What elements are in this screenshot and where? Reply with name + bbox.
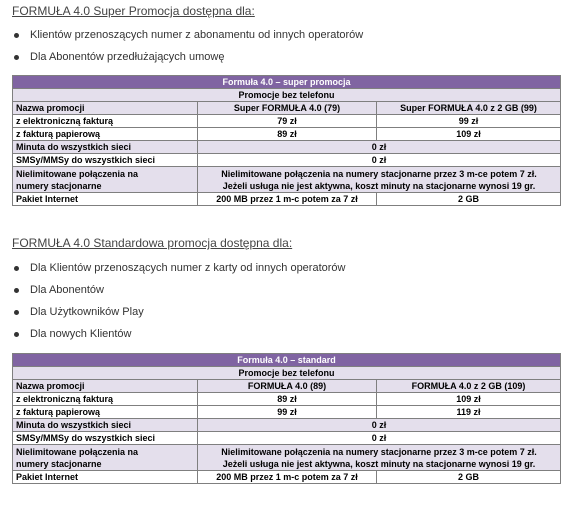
bullet-icon	[14, 55, 19, 60]
row-label: z fakturą papierową	[13, 128, 198, 141]
section1-heading: FORMUŁA 4.0 Super Promocja dostępna dla:	[12, 4, 255, 18]
bullet-icon	[14, 310, 19, 315]
section1-bullet-list	[14, 27, 363, 71]
table-row	[13, 115, 561, 128]
cell: 89 zł	[198, 128, 377, 141]
row-label: SMSy/MMSy do wszystkich sieci	[13, 154, 198, 167]
cell: 2 GB	[377, 471, 561, 484]
list-item-text: Dla nowych Klientów	[30, 328, 132, 340]
cell-line: Jeżeli usługa nie jest aktywna, koszt minuty na stacjonarne wynosi 19 gr.	[222, 458, 536, 469]
row-label-line: Nielimitowane połączenia na	[16, 168, 139, 179]
row-label: Nazwa promocji	[13, 102, 198, 115]
table-title: Formuła 4.0 – super promocja	[13, 76, 561, 89]
cell: FORMUŁA 4.0 z 2 GB (109)	[377, 380, 561, 393]
row-label: Minuta do wszystkich sieci	[13, 419, 198, 432]
list-item	[14, 49, 363, 71]
table-title-row	[13, 354, 561, 367]
super-promo-table	[12, 75, 561, 206]
row-label-line: numery stacjonarne	[16, 180, 102, 191]
row-label: Minuta do wszystkich sieci	[13, 141, 198, 154]
section2-bullet-list	[14, 260, 345, 348]
cell: 0 zł	[198, 141, 561, 154]
cell: 109 zł	[377, 128, 561, 141]
table-row	[13, 393, 561, 406]
list-item	[14, 27, 363, 49]
cell: 2 GB	[377, 193, 561, 206]
row-label: Nazwa promocji	[13, 380, 198, 393]
cell: Super FORMUŁA 4.0 z 2 GB (99)	[377, 102, 561, 115]
cell-line: Nielimitowane połączenia na numery stacjonarne przez 3 m-ce potem 7 zł.	[221, 446, 537, 457]
table-row	[13, 193, 561, 206]
list-item-text: Dla Abonentów przedłużających umowę	[30, 51, 225, 63]
cell: 200 MB przez 1 m-c potem za 7 zł	[198, 471, 377, 484]
bullet-icon	[14, 332, 19, 337]
cell: 89 zł	[198, 393, 377, 406]
row-label	[13, 445, 198, 471]
row-label: z elektroniczną fakturą	[13, 393, 198, 406]
row-label	[13, 167, 198, 193]
cell: 0 zł	[198, 419, 561, 432]
table-title: Formuła 4.0 – standard	[13, 354, 561, 367]
table-row	[13, 141, 561, 154]
list-item-text: Dla Abonentów	[30, 284, 104, 296]
cell-line: Nielimitowane połączenia na numery stacjonarne przez 3 m-ce potem 7 zł.	[221, 168, 537, 179]
table-subtitle-row	[13, 89, 561, 102]
table-row	[13, 128, 561, 141]
bullet-icon	[14, 33, 19, 38]
row-label: SMSy/MMSy do wszystkich sieci	[13, 432, 198, 445]
cell: 109 zł	[377, 393, 561, 406]
table-title-row	[13, 76, 561, 89]
list-item	[14, 282, 345, 304]
cell: 99 zł	[377, 115, 561, 128]
list-item	[14, 260, 345, 282]
table-row	[13, 154, 561, 167]
cell: FORMUŁA 4.0 (89)	[198, 380, 377, 393]
table-row	[13, 471, 561, 484]
cell: 119 zł	[377, 406, 561, 419]
table-row	[13, 380, 561, 393]
row-label-line: numery stacjonarne	[16, 458, 102, 469]
row-label: z elektroniczną fakturą	[13, 115, 198, 128]
cell: 0 zł	[198, 154, 561, 167]
cell: 0 zł	[198, 432, 561, 445]
section2-heading: FORMUŁA 4.0 Standardowa promocja dostępna dla:	[12, 236, 293, 250]
table-row	[13, 102, 561, 115]
cell: 99 zł	[198, 406, 377, 419]
cell	[198, 445, 561, 471]
row-label: z fakturą papierową	[13, 406, 198, 419]
cell	[198, 167, 561, 193]
table-row	[13, 419, 561, 432]
row-label: Pakiet Internet	[13, 193, 198, 206]
cell-line: Jeżeli usługa nie jest aktywna, koszt minuty na stacjonarne wynosi 19 gr.	[222, 180, 536, 191]
list-item-text: Dla Użytkowników Play	[30, 306, 144, 318]
table-subtitle: Promocje bez telefonu	[13, 89, 561, 102]
row-label-line: Nielimitowane połączenia na	[16, 446, 139, 457]
table-subtitle: Promocje bez telefonu	[13, 367, 561, 380]
table-row	[13, 445, 561, 471]
row-label: Pakiet Internet	[13, 471, 198, 484]
cell: 79 zł	[198, 115, 377, 128]
table-row	[13, 432, 561, 445]
bullet-icon	[14, 266, 19, 271]
cell: 200 MB przez 1 m-c potem za 7 zł	[198, 193, 377, 206]
table-row	[13, 167, 561, 193]
list-item-text: Dla Klientów przenoszących numer z karty od innych operatorów	[30, 262, 346, 274]
standard-promo-table	[12, 353, 561, 484]
bullet-icon	[14, 288, 19, 293]
table-subtitle-row	[13, 367, 561, 380]
cell: Super FORMUŁA 4.0 (79)	[198, 102, 377, 115]
list-item	[14, 304, 345, 326]
list-item	[14, 326, 345, 348]
list-item-text: Klientów przenoszących numer z abonamentu od innych operatorów	[30, 29, 364, 41]
table-row	[13, 406, 561, 419]
